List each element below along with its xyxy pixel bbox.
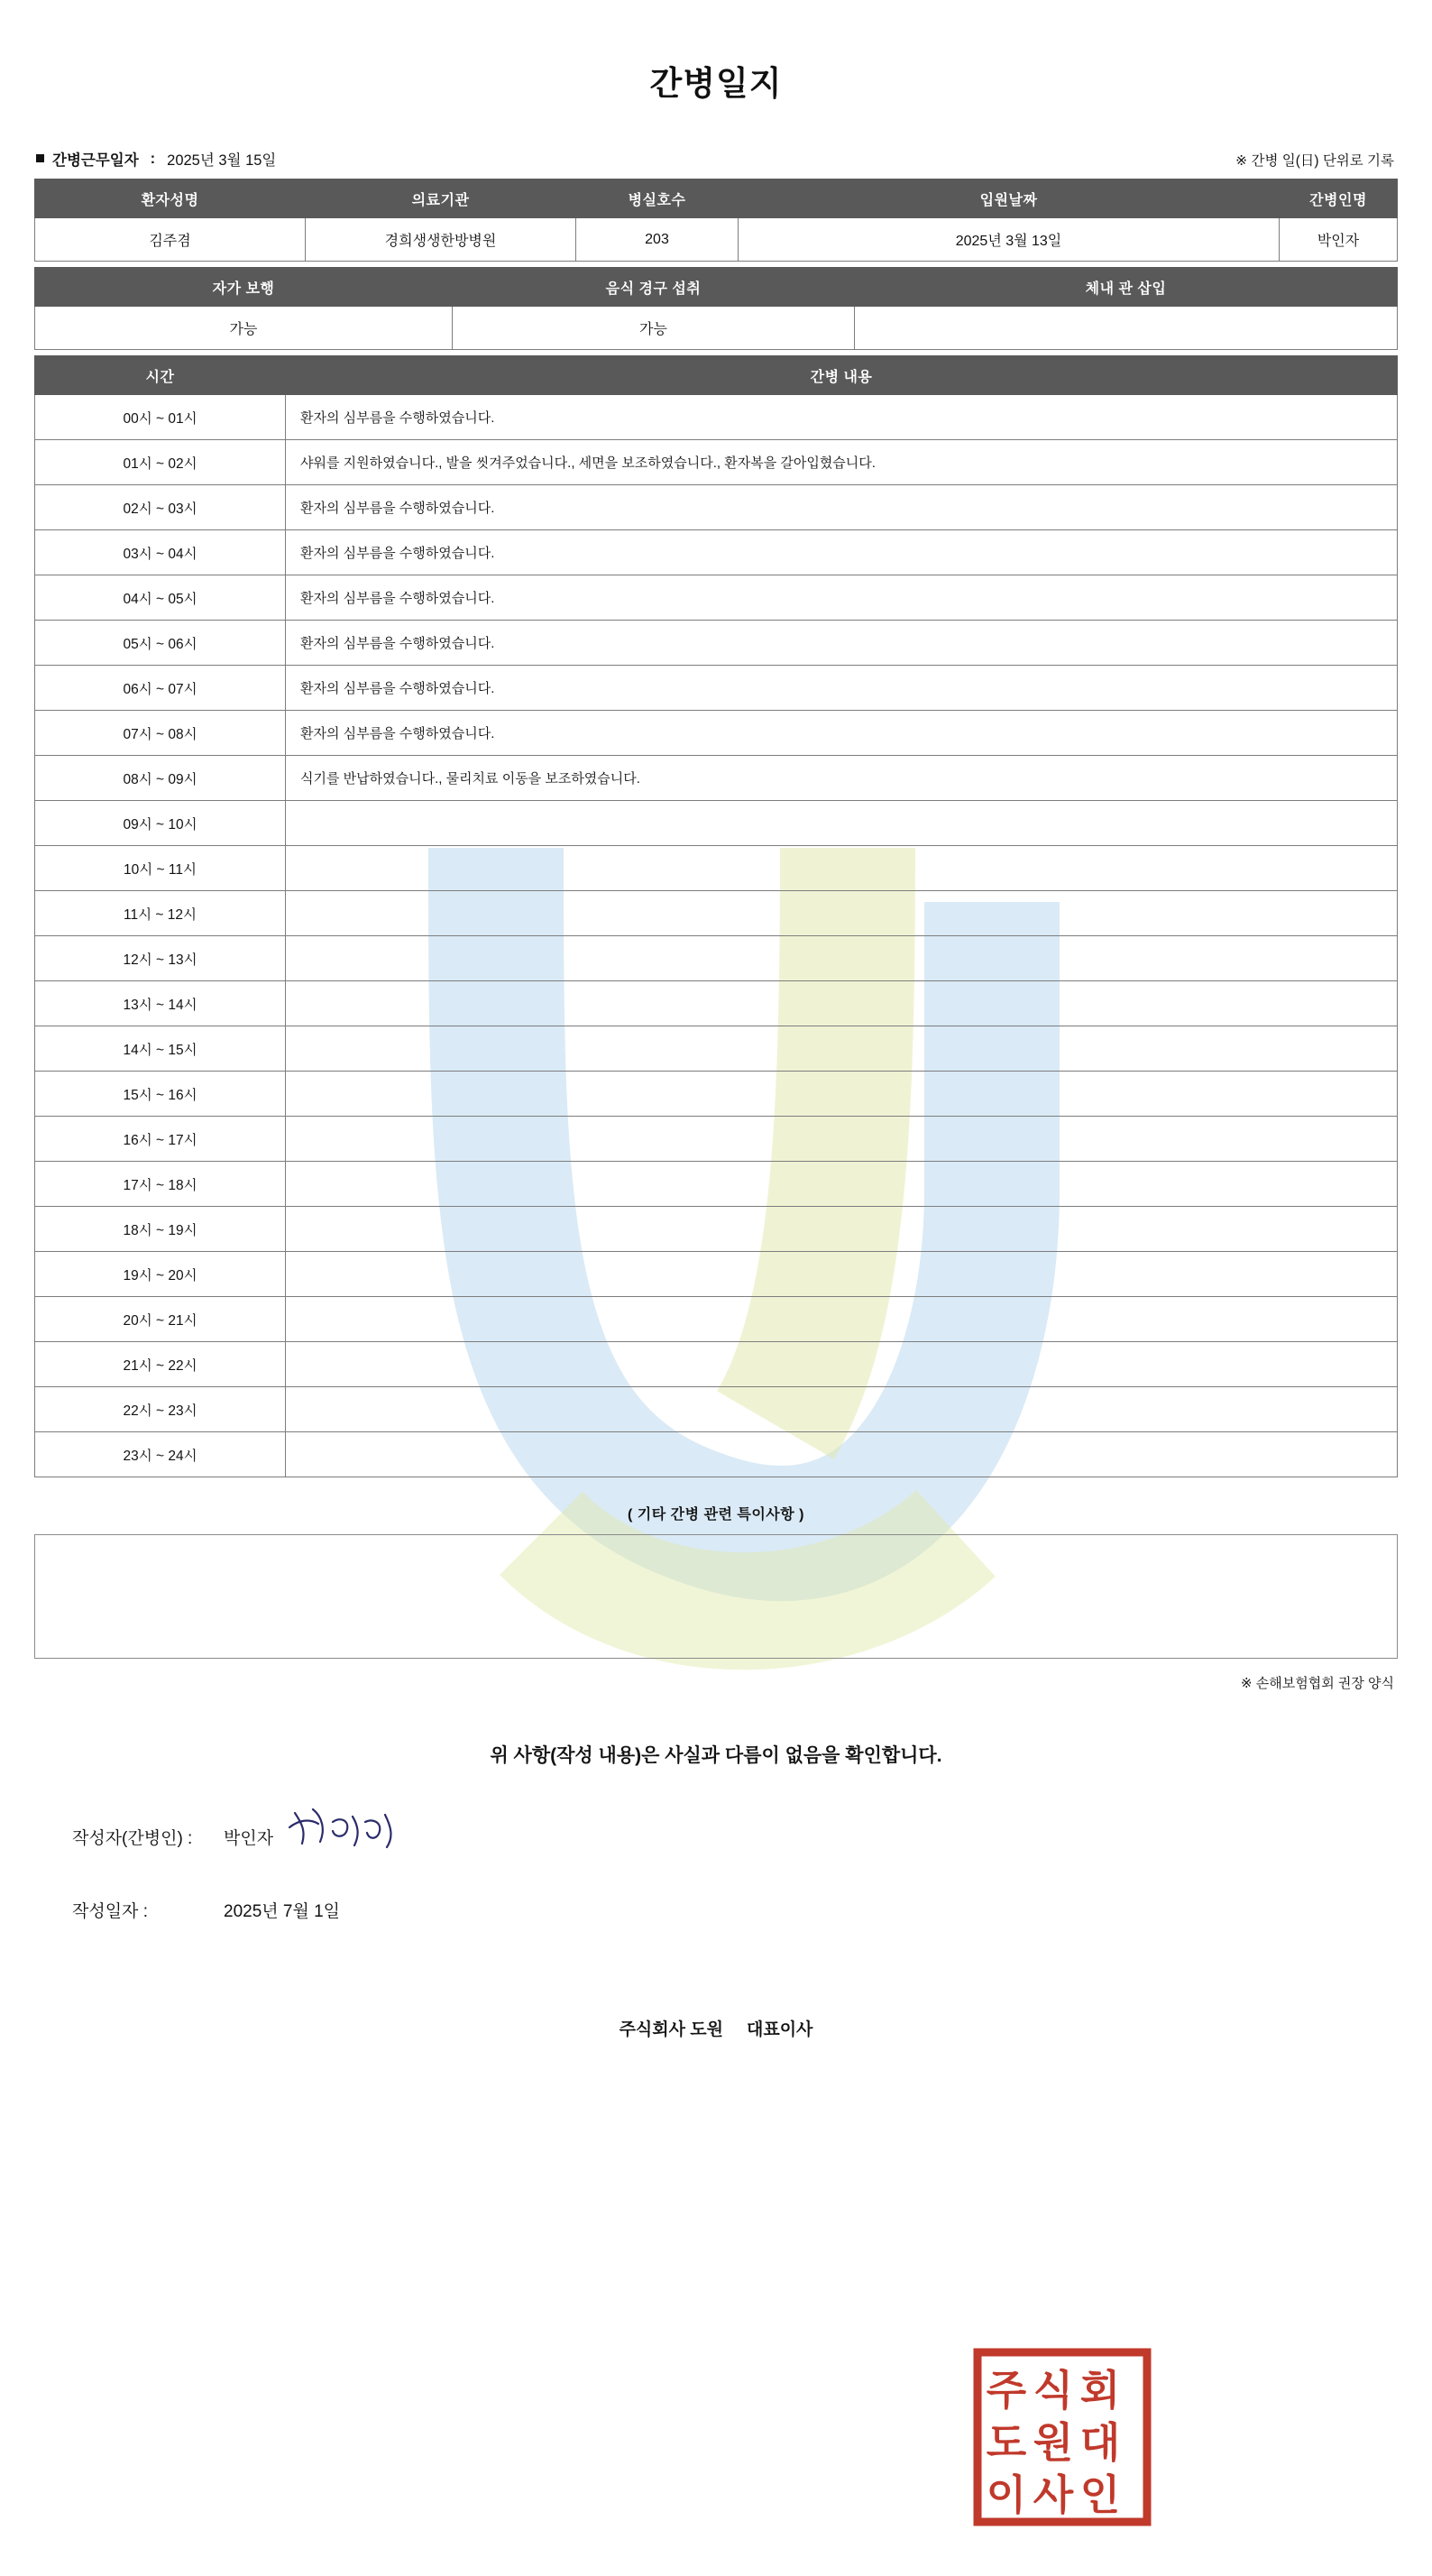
company-seal-icon — [972, 2347, 1152, 2527]
notes-title: ( 기타 간병 관련 특이사항 ) — [628, 1507, 804, 1523]
table-row — [35, 1432, 1398, 1477]
page-title: 간병일지 — [649, 65, 783, 102]
col-header-oral-intake: 음식 경구 섭취 — [453, 268, 855, 307]
table-row — [35, 307, 1398, 350]
handwritten-signature-icon — [286, 1804, 403, 1862]
cell-care-content[interactable] — [286, 936, 1398, 981]
work-date-label: 간병근무일자 — [52, 152, 139, 169]
cell-patient-name: 김주겸 — [35, 218, 306, 262]
cell-time: 13시 ~ 14시 — [35, 981, 286, 1026]
table-row — [35, 1072, 1398, 1117]
cell-time: 09시 ~ 10시 — [35, 801, 286, 846]
cell-admission-date: 2025년 3월 13일 — [739, 218, 1280, 262]
table-row — [35, 666, 1398, 711]
cell-care-content[interactable] — [286, 1162, 1398, 1207]
cell-time: 02시 ~ 03시 — [35, 485, 286, 530]
cell-time: 21시 ~ 22시 — [35, 1342, 286, 1387]
table-row — [35, 846, 1398, 891]
cell-time: 10시 ~ 11시 — [35, 846, 286, 891]
date-label: 작성일자 : — [72, 1902, 148, 1921]
cell-care-content[interactable] — [286, 1252, 1398, 1297]
author-label: 작성자(간병인) : — [72, 1828, 193, 1848]
cell-time: 00시 ~ 01시 — [35, 395, 286, 440]
cell-time: 12시 ~ 13시 — [35, 936, 286, 981]
table-row — [35, 1387, 1398, 1432]
confirmation-statement: 위 사항(작성 내용)은 사실과 다름이 없음을 확인합니다. — [490, 1745, 942, 1766]
svg-text:이: 이 — [986, 2472, 1027, 2518]
cell-care-content[interactable]: 환자의 심부름을 수행하였습니다. — [286, 530, 1398, 575]
care-log-table — [34, 355, 1398, 1477]
cell-time: 19시 ~ 20시 — [35, 1252, 286, 1297]
cell-time: 08시 ~ 09시 — [35, 756, 286, 801]
table-row — [35, 485, 1398, 530]
cell-time: 07시 ~ 08시 — [35, 711, 286, 756]
cell-time: 11시 ~ 12시 — [35, 891, 286, 936]
table-row — [35, 711, 1398, 756]
cell-care-content[interactable] — [286, 1026, 1398, 1072]
table-row — [35, 1117, 1398, 1162]
cell-tube-insertion — [855, 307, 1398, 350]
signature-block — [34, 1808, 1398, 1922]
col-header-tube-insertion: 체내 관 삽입 — [855, 268, 1398, 307]
table-row — [35, 575, 1398, 621]
cell-care-content[interactable] — [286, 1072, 1398, 1117]
association-note: ※ 손해보험협회 권장 양식 — [1241, 1676, 1394, 1691]
svg-text:회: 회 — [1079, 2368, 1121, 2414]
cell-care-content[interactable] — [286, 1432, 1398, 1477]
table-row — [35, 1207, 1398, 1252]
cell-self-ambulation: 가능 — [35, 307, 453, 350]
cell-time: 18시 ~ 19시 — [35, 1207, 286, 1252]
svg-text:식: 식 — [1033, 2368, 1074, 2414]
notes-box[interactable] — [34, 1534, 1398, 1659]
svg-text:도: 도 — [986, 2420, 1027, 2466]
cell-care-content[interactable]: 식기를 반납하였습니다., 물리치료 이동을 보조하였습니다. — [286, 756, 1398, 801]
table-row — [35, 1342, 1398, 1387]
company-role: 대표이사 — [746, 2020, 813, 2039]
svg-text:사: 사 — [1033, 2472, 1074, 2518]
cell-care-content[interactable] — [286, 891, 1398, 936]
table-row — [35, 981, 1398, 1026]
status-table — [34, 267, 1398, 350]
table-row — [35, 936, 1398, 981]
table-row — [35, 1297, 1398, 1342]
cell-room-no: 203 — [576, 218, 739, 262]
table-row — [35, 756, 1398, 801]
cell-time: 14시 ~ 15시 — [35, 1026, 286, 1072]
author-name: 박인자 — [224, 1828, 274, 1848]
work-date-colon: : — [150, 150, 156, 167]
col-header-patient-name: 환자성명 — [35, 179, 306, 218]
cell-care-content[interactable] — [286, 1207, 1398, 1252]
cell-time: 17시 ~ 18시 — [35, 1162, 286, 1207]
cell-care-content[interactable]: 환자의 심부름을 수행하였습니다. — [286, 395, 1398, 440]
col-header-room-no: 병실호수 — [576, 179, 739, 218]
svg-text:주: 주 — [986, 2368, 1027, 2414]
table-row — [35, 218, 1398, 262]
cell-care-content[interactable]: 환자의 심부름을 수행하였습니다. — [286, 575, 1398, 621]
cell-time: 15시 ~ 16시 — [35, 1072, 286, 1117]
meta-row — [34, 148, 1398, 170]
company-name: 주식회사 도원 — [619, 2020, 723, 2039]
cell-time: 20시 ~ 21시 — [35, 1297, 286, 1342]
col-header-caregiver-name: 간병인명 — [1280, 179, 1398, 218]
cell-care-content[interactable] — [286, 981, 1398, 1026]
svg-text:원: 원 — [1033, 2420, 1074, 2466]
cell-care-content[interactable] — [286, 1297, 1398, 1342]
cell-care-content[interactable]: 환자의 심부름을 수행하였습니다. — [286, 485, 1398, 530]
work-date-value: 2025년 3월 15일 — [167, 152, 277, 169]
table-row — [35, 1252, 1398, 1297]
care-log-body — [35, 395, 1398, 1477]
cell-time: 22시 ~ 23시 — [35, 1387, 286, 1432]
table-row — [35, 621, 1398, 666]
cell-caregiver-name: 박인자 — [1280, 218, 1398, 262]
svg-text:인: 인 — [1079, 2472, 1121, 2518]
col-header-institution: 의료기관 — [306, 179, 576, 218]
cell-care-content[interactable] — [286, 1387, 1398, 1432]
cell-care-content[interactable] — [286, 801, 1398, 846]
table-header-row — [35, 356, 1398, 395]
cell-care-content[interactable] — [286, 1117, 1398, 1162]
cell-care-content[interactable] — [286, 1342, 1398, 1387]
cell-oral-intake: 가능 — [453, 307, 855, 350]
cell-time: 04시 ~ 05시 — [35, 575, 286, 621]
table-row — [35, 891, 1398, 936]
cell-time: 06시 ~ 07시 — [35, 666, 286, 711]
company-line — [34, 2016, 1398, 2040]
cell-time: 05시 ~ 06시 — [35, 621, 286, 666]
cell-time: 01시 ~ 02시 — [35, 440, 286, 485]
table-row — [35, 801, 1398, 846]
col-header-self-ambulation: 자가 보행 — [35, 268, 453, 307]
table-row — [35, 395, 1398, 440]
date-line — [72, 1898, 1398, 1922]
col-header-admission-date: 입원날짜 — [739, 179, 1280, 218]
unit-note: ※ 간병 일(日) 단위로 기록 — [1235, 153, 1394, 169]
table-row — [35, 1026, 1398, 1072]
table-header-row — [35, 179, 1398, 218]
col-header-time: 시간 — [35, 356, 286, 395]
cell-institution: 경희생생한방병원 — [306, 218, 576, 262]
cell-care-content[interactable] — [286, 846, 1398, 891]
cell-care-content[interactable]: 환자의 심부름을 수행하였습니다. — [286, 621, 1398, 666]
cell-care-content[interactable]: 환자의 심부름을 수행하였습니다. — [286, 711, 1398, 756]
cell-time: 16시 ~ 17시 — [35, 1117, 286, 1162]
table-row — [35, 530, 1398, 575]
date-value: 2025년 7월 1일 — [224, 1902, 341, 1921]
bullet-icon — [36, 154, 44, 162]
cell-care-content[interactable]: 환자의 심부름을 수행하였습니다. — [286, 666, 1398, 711]
author-line — [72, 1808, 1398, 1865]
svg-text:대: 대 — [1079, 2420, 1121, 2466]
table-header-row — [35, 268, 1398, 307]
col-header-care-content: 간병 내용 — [286, 356, 1398, 395]
cell-time: 03시 ~ 04시 — [35, 530, 286, 575]
work-date-group — [36, 148, 276, 170]
table-row — [35, 1162, 1398, 1207]
patient-info-table — [34, 179, 1398, 262]
cell-care-content[interactable]: 샤워를 지원하였습니다., 발을 씻겨주었습니다., 세면을 보조하였습니다., 환자복을 갈아입혔습니다. — [286, 440, 1398, 485]
cell-time: 23시 ~ 24시 — [35, 1432, 286, 1477]
table-row — [35, 440, 1398, 485]
